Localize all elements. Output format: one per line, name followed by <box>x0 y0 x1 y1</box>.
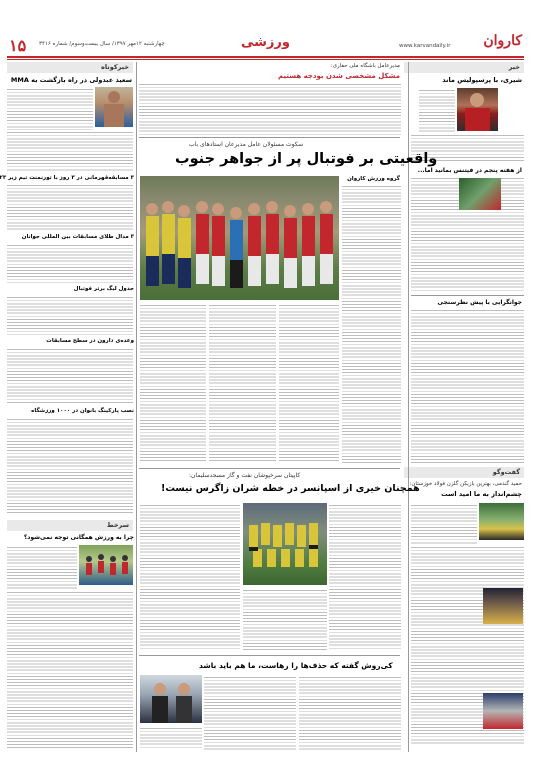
team-photo-small <box>484 693 524 729</box>
right-subhead: از هفته پنجم در فیتنس بمانید اما... <box>418 167 523 174</box>
bottom-text-col2 <box>205 675 297 750</box>
middle-text-col1 <box>330 503 402 651</box>
main-byline: گروه ورزش کاروان <box>348 176 401 182</box>
middle-text-col3 <box>141 503 241 651</box>
left-text-e <box>8 295 134 335</box>
main-text-col3 <box>210 303 277 463</box>
main-headline: واقعیتی بر فوتبال پر از جواهر جنوب <box>176 151 439 167</box>
bottom-title: کی‌روش گفته که حذف‌ها را رهاست، ما هم باید باشد <box>200 661 394 670</box>
main-text-col1 <box>343 184 402 464</box>
right-divider <box>412 295 525 296</box>
issue-line: چهارشنبه ۱۲مهر ۱۳۹۷/ سال بیست‌وسوم/ شماره ۳۴۱۶ <box>40 41 166 47</box>
left-top-title: سعید عبدولی در راه بازگشت به MMA <box>11 76 133 84</box>
main-text-col2 <box>280 303 340 463</box>
main-kicker: سکوت مسئولان عامل مدیرعان استادهای باب <box>190 141 305 148</box>
left-text-g <box>8 417 134 515</box>
player-photo <box>458 88 499 131</box>
middle-text-col2 <box>244 588 328 651</box>
left-text-c <box>8 183 134 231</box>
top-center-text <box>140 82 402 135</box>
left-text-b <box>8 130 134 172</box>
left-subhead-2: ۳ مدال طلای مسابقات بین المللی جوانان <box>22 234 135 240</box>
newspaper-logo: کاروان <box>484 33 523 49</box>
left-lower-text-a <box>8 545 78 590</box>
public-sport-photo <box>80 545 134 585</box>
team-lineup-photo <box>141 176 340 300</box>
left-lower-title: چرا به ورزش همگانی توجه نمی‌شود؟ <box>24 534 135 541</box>
right-column-head: خبر <box>405 62 525 73</box>
left-lower-head: سرخط <box>8 520 134 531</box>
team-photo <box>244 503 328 585</box>
bottom-text-col3 <box>141 726 203 750</box>
middle-kicker: کاپیتان سرخپوشان نفت و گاز مسجدسلیمان: <box>190 472 302 479</box>
top-center-kicker: مدیرعامل باشگاه ملی حفاری: <box>331 63 401 69</box>
left-text-f <box>8 347 134 405</box>
fighter-photo-figure <box>96 87 134 127</box>
right-lower-head: گفت‌وگو <box>405 467 525 478</box>
coach-photo <box>460 178 502 210</box>
bottom-text-col1 <box>300 675 402 750</box>
team-lineup-figures <box>141 176 340 300</box>
left-column-head: خبرکوتاه <box>8 62 134 73</box>
section-title: ورزشی <box>242 35 291 50</box>
right-lower-kicker: حمید گندمی، بهترین بازیکن گلزن فولاد خوزستان: <box>410 481 523 487</box>
page-number: ۱۵ <box>10 36 28 55</box>
left-lower-text-b <box>8 590 134 750</box>
right-text-d <box>412 308 525 463</box>
header-rule-thin <box>8 59 525 60</box>
top-center-title: مشکل مشخصی شدن بودجه هستیم <box>279 72 401 80</box>
officials-photo <box>141 675 203 723</box>
header-rule <box>8 56 525 58</box>
left-subhead-3: جدول لیگ برتر فوتبال <box>74 286 135 292</box>
top-center-divider <box>140 137 401 138</box>
left-subhead-1: ۳ مسابقه‌قهرمانی در ۳ روز با تورنمنت تیم زیر ۲۳ <box>0 175 135 181</box>
officials-photo-figures <box>141 675 203 723</box>
right-mid-title: جوانگرایی با پیش نظرسنجی <box>438 299 523 306</box>
fighter-photo <box>96 87 134 127</box>
right-lower-title: چشم‌انداز به ما امید است <box>442 490 523 498</box>
column-rule-left <box>137 62 138 752</box>
player-action-photo <box>480 503 525 540</box>
public-sport-figures <box>80 545 134 585</box>
team-photo-figures <box>244 503 328 585</box>
right-top-title: شیری، با پرسپولیس ماند <box>443 76 523 84</box>
bottom-divider <box>140 655 401 656</box>
player-portrait-photo <box>484 588 524 624</box>
left-subhead-5: نصب پارکینگ بانوان در ۱۰۰۰ ورزشگاه <box>32 408 135 414</box>
main-text-col4 <box>141 303 207 463</box>
website-link[interactable]: www.karvandaily.ir <box>400 43 452 49</box>
player-photo-figure <box>458 88 499 131</box>
middle-headline: همچنان خیری از اسپانسر در خطه شران زاگرس نیست! <box>162 483 421 494</box>
left-text-d <box>8 243 134 283</box>
left-subhead-4: وعده‌ی دارون در سطح مسابقات <box>47 338 135 344</box>
middle-divider <box>140 468 401 469</box>
